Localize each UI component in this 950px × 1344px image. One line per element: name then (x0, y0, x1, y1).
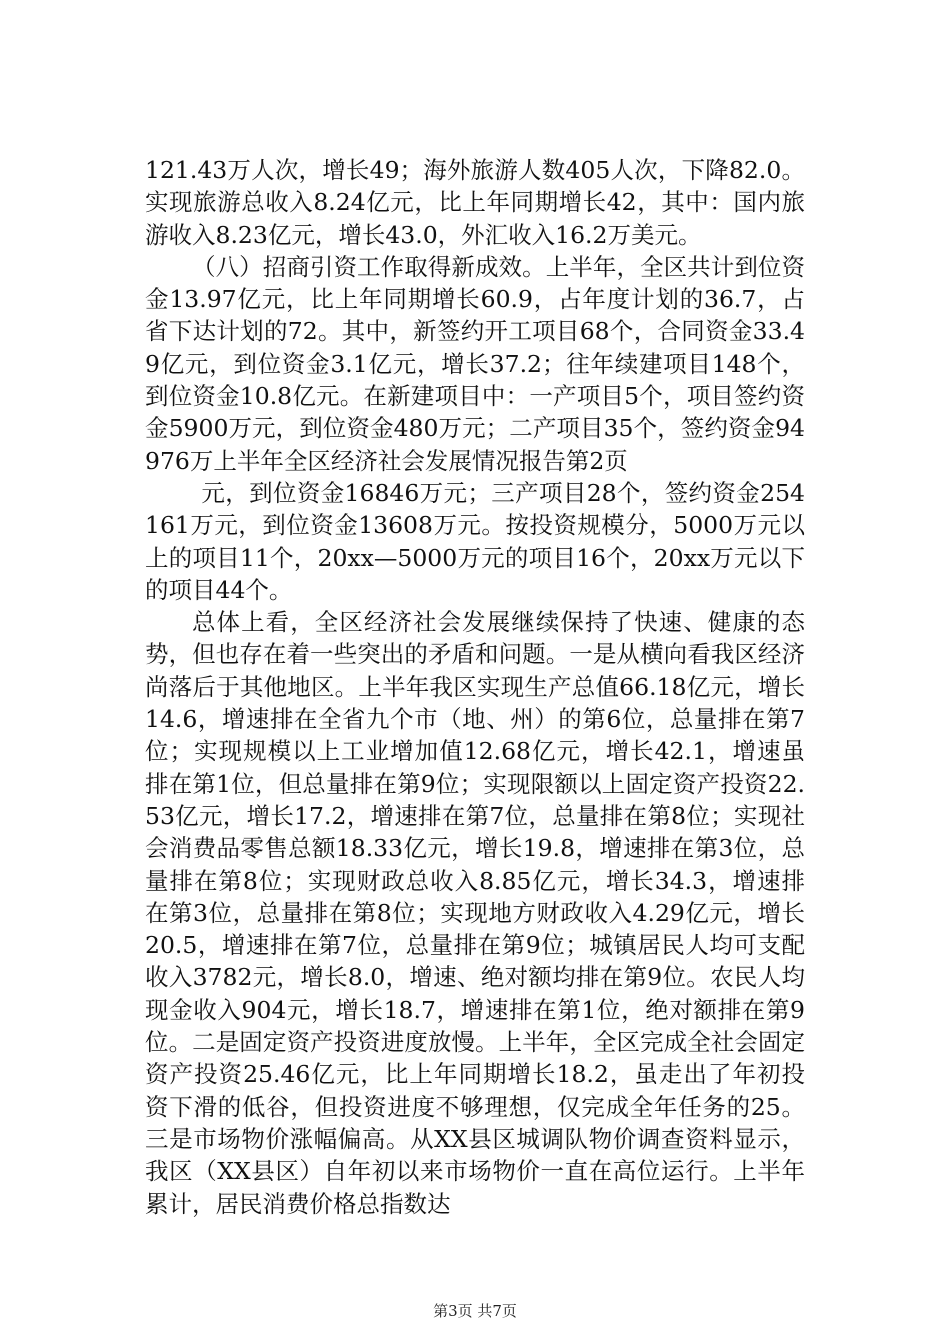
paragraph-investment: （八）招商引资工作取得新成效。上半年，全区共计到位资金13.97亿元，比上年同期增长60.9，占年度计划的36.7，占省下达计划的72。其中，新签约开工项目68个，合同资金33.49亿元，到位资金3.1亿元，增长37.2；往年续建项目148个，到位资金10.8亿元。在新建项目中：一产项目5个，项目签约资金5900万元，到位资金480万元；二产项目35个，签约资金94976万上半年全区经济社会发展情况报告第2页 (145, 252, 805, 475)
paragraph-investment-continued: 元，到位资金16846万元；三产项目28个，签约资金254161万元，到位资金13608万元。按投资规模分，5000万元以上的项目11个，20xx—5000万元的项目16个，20xx万元以下的项目44个。 (145, 478, 805, 604)
paragraph-overview: 总体上看，全区经济社会发展继续保持了快速、健康的态势，但也存在着一些突出的矛盾和问题。一是从横向看我区经济尚落后于其他地区。上半年我区实现生产总值66.18亿元，增长14.6，增速排在全省九个市（地、州）的第6位，总量排在第7位；实现规模以上工业增加值12.68亿元，增长42.1，增速虽排在第1位，但总量排在第9位；实现限额以上固定资产投资22.53亿元，增长17.2，增速排在第7位，总量排在第8位；实现社会消费品零售总额18.33亿元，增长19.8，增速排在第3位，总量排在第8位；实现财政总收入8.85亿元，增长34.3，增速排在第3位，总量排在第8位；实现地方财政收入4.29亿元，增长20.5，增速排在第7位，总量排在第9位；城镇居民人均可支配收入3782元，增长8.0，增速、绝对额均排在第9位。农民人均现金收入904元，增长18.7，增速排在第1位，绝对额排在第9位。二是固定资产投资进度放慢。上半年，全区完成全社会固定资产投资25.46亿元，比上年同期增长18.2，虽走出了年初投资下滑的低谷，但投资进度不够理想，仅完成全年任务的25。三是市场物价涨幅偏高。从XX县区城调队物价调查资料显示，我区（XX县区）自年初以来市场物价一直在高位运行。上半年累计，居民消费价格总指数达 (145, 608, 805, 1218)
document-body (145, 154, 805, 1220)
page-number-footer: 第3页 共7页 (433, 1302, 517, 1320)
paragraph-tourism: 121.43万人次，增长49；海外旅游人数405人次，下降82.0。实现旅游总收入8.24亿元，比上年同期增长42，其中：国内旅游收入8.23亿元，增长43.0，外汇收入16.2万美元。 (145, 156, 805, 249)
